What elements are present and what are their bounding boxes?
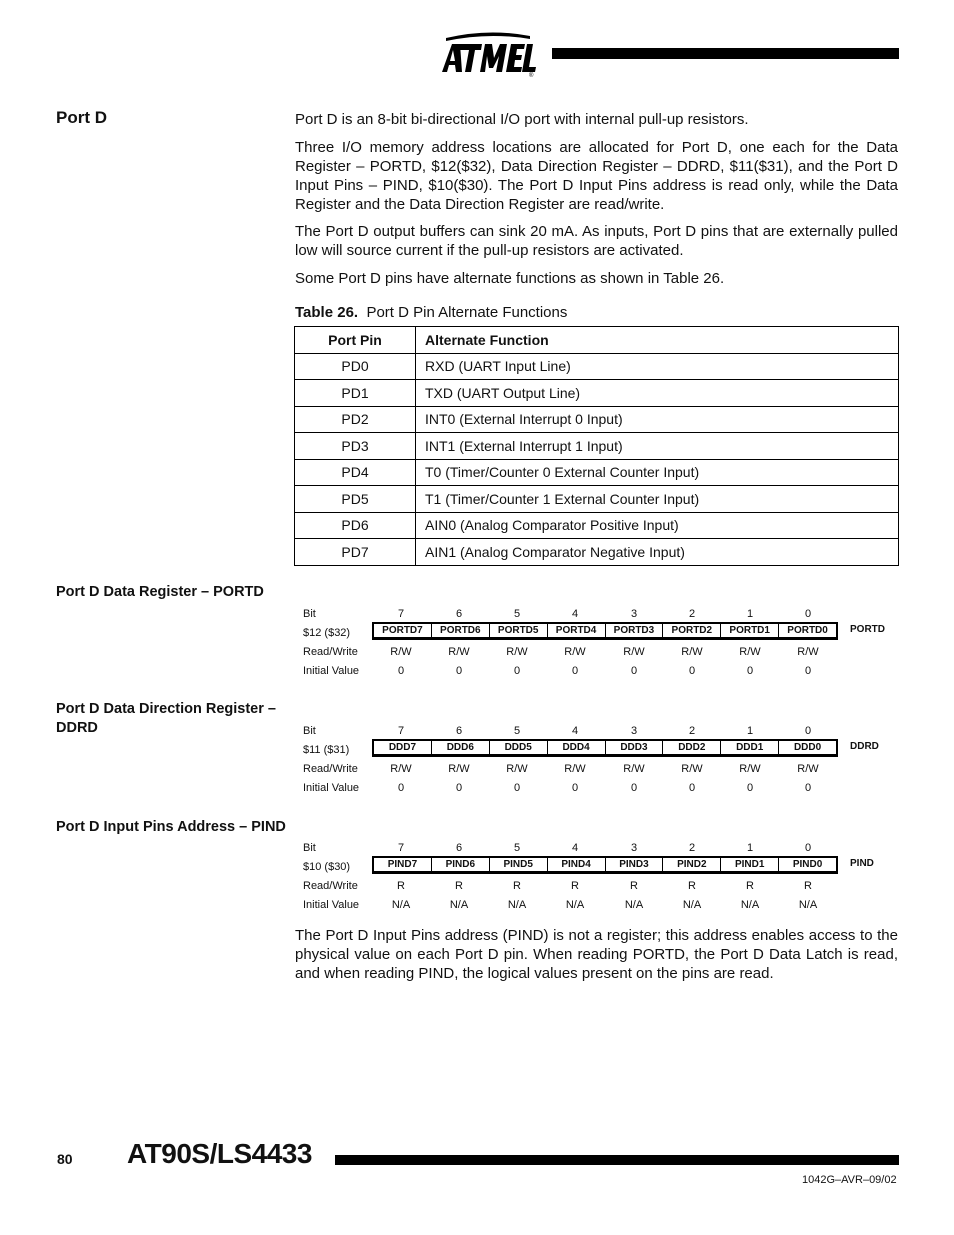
- bit-initial-value: 0: [455, 782, 463, 794]
- port-pin-cell: PD0: [295, 353, 416, 380]
- bit-number: 6: [455, 608, 463, 620]
- bit-field-name: DDD4: [548, 741, 606, 754]
- bit-access: R/W: [739, 763, 761, 775]
- svg-text:®: ®: [529, 73, 534, 78]
- register-name: PIND: [850, 858, 874, 869]
- bit-number: 0: [804, 608, 812, 620]
- bit-number: 3: [630, 725, 638, 737]
- bit-access: R: [804, 880, 812, 892]
- bit-initial-value: 0: [804, 782, 812, 794]
- initial-value-label: Initial Value: [303, 782, 360, 794]
- port-pin-cell: PD4: [295, 459, 416, 486]
- bit-initial-value: 0: [513, 665, 521, 677]
- bit-field-name: PORTD0: [787, 625, 828, 636]
- register-diagram-ddrd: [303, 725, 903, 805]
- bit-initial-value: 0: [397, 665, 405, 677]
- bit-field-name: DDD2: [663, 741, 721, 754]
- bit-field-name: DDD7: [374, 741, 432, 754]
- heading-pind-register: Port D Input Pins Address – PIND: [56, 819, 286, 835]
- table-row: [295, 433, 899, 460]
- function-cell: T0 (Timer/Counter 0 External Counter Input): [416, 459, 899, 486]
- bit-access: R/W: [448, 646, 470, 658]
- function-cell: INT0 (External Interrupt 0 Input): [416, 406, 899, 433]
- bit-number: 7: [397, 725, 405, 737]
- bit-access: R: [571, 880, 579, 892]
- bit-initial-value: 0: [513, 782, 521, 794]
- bit-access: R/W: [506, 763, 528, 775]
- atmel-logo: [438, 28, 538, 78]
- bit-number: 2: [688, 608, 696, 620]
- bit-number: 5: [513, 842, 521, 854]
- bit-initial-value: 0: [746, 665, 754, 677]
- bit-number: 5: [513, 608, 521, 620]
- read-write-label: Read/Write: [303, 763, 358, 775]
- bit-field-name: PORTD2: [663, 624, 721, 637]
- bit-field-name: PIND3: [606, 858, 664, 871]
- bit-field-name: PIND2: [663, 858, 721, 871]
- table-caption-text: Port D Pin Alternate Functions: [366, 304, 568, 321]
- bit-access: R/W: [797, 763, 819, 775]
- footer-rule: [335, 1155, 899, 1165]
- bit-number: 3: [630, 608, 638, 620]
- register-diagram-pind: [303, 842, 903, 922]
- port-pin-cell: PD6: [295, 512, 416, 539]
- bit-access: R/W: [506, 646, 528, 658]
- bit-field-name: DDD5: [490, 741, 548, 754]
- bit-access: R/W: [564, 646, 586, 658]
- table-row: [295, 353, 899, 380]
- bit-access: R: [513, 880, 521, 892]
- table-caption: [295, 304, 567, 321]
- bit-initial-value: N/A: [682, 899, 702, 911]
- bit-access: R/W: [564, 763, 586, 775]
- register-bit-fields: [372, 622, 838, 640]
- paragraph-1: Port D is an 8-bit bi-directional I/O port with internal pull-up resistors.: [295, 111, 749, 128]
- port-pin-cell: PD5: [295, 486, 416, 513]
- bit-number: 0: [804, 842, 812, 854]
- bit-field-name: PORTD3: [606, 624, 664, 637]
- bit-field-name: PIND4: [548, 858, 606, 871]
- bit-initial-value: N/A: [624, 899, 644, 911]
- bit-number: 1: [746, 608, 754, 620]
- alternate-functions-table: [294, 326, 899, 566]
- address-label: $11 ($31): [303, 744, 350, 756]
- closing-paragraph: The Port D Input Pins address (PIND) is not a register; this address enables access to the physical value on each Port D pin. When reading PORTD, the Port D Data Latch is read, and when reading PIND, the logical values present on the pins are read.: [295, 927, 898, 982]
- initial-value-label: Initial Value: [303, 899, 360, 911]
- bit-label: Bit: [303, 725, 316, 737]
- bit-initial-value: N/A: [391, 899, 411, 911]
- bit-label: Bit: [303, 608, 316, 620]
- bit-number: 1: [746, 842, 754, 854]
- bit-access: R/W: [739, 646, 761, 658]
- port-pin-cell: PD7: [295, 539, 416, 566]
- table-caption-number: Table 26.: [295, 304, 359, 321]
- table-row: [295, 486, 899, 513]
- table-row: [295, 512, 899, 539]
- bit-initial-value: 0: [746, 782, 754, 794]
- function-cell: AIN1 (Analog Comparator Negative Input): [416, 539, 899, 566]
- register-bit-fields: [372, 739, 838, 757]
- table-row: [295, 406, 899, 433]
- bit-access: R/W: [681, 763, 703, 775]
- bit-initial-value: 0: [630, 665, 638, 677]
- bit-number: 4: [571, 608, 579, 620]
- bit-access: R/W: [623, 763, 645, 775]
- header-alternate-function: Alternate Function: [416, 327, 899, 354]
- bit-access: R: [688, 880, 696, 892]
- bit-access: R: [397, 880, 405, 892]
- section-title: Port D: [56, 108, 107, 127]
- bit-number: 6: [455, 725, 463, 737]
- read-write-label: Read/Write: [303, 646, 358, 658]
- bit-initial-value: 0: [455, 665, 463, 677]
- register-bit-fields: [372, 856, 838, 874]
- bit-number: 6: [455, 842, 463, 854]
- bit-field-name: DDD3: [606, 741, 664, 754]
- bit-initial-value: 0: [630, 782, 638, 794]
- address-label: $10 ($30): [303, 861, 351, 873]
- read-write-label: Read/Write: [303, 880, 358, 892]
- bit-field-name: PORTD5: [490, 624, 548, 637]
- register-diagram-portd: [303, 608, 903, 688]
- bit-access: R: [455, 880, 463, 892]
- table-row: [295, 459, 899, 486]
- bit-initial-value: N/A: [740, 899, 760, 911]
- bit-initial-value: N/A: [798, 899, 818, 911]
- function-cell: INT1 (External Interrupt 1 Input): [416, 433, 899, 460]
- address-label: $12 ($32): [303, 627, 351, 639]
- bit-number: 0: [804, 725, 812, 737]
- bit-number: 4: [571, 842, 579, 854]
- bit-number: 7: [397, 608, 405, 620]
- paragraph-3: The Port D output buffers can sink 20 mA. As inputs, Port D pins that are externally pulled low will source current if the pull-up resistors are activated.: [295, 223, 898, 259]
- document-title: AT90S/LS4433: [127, 1138, 312, 1169]
- bit-initial-value: 0: [688, 782, 696, 794]
- function-cell: TXD (UART Output Line): [416, 380, 899, 407]
- paragraph-2: Three I/O memory address locations are allocated for Port D, one each for the Data Register – PORTD, $12($32), Data Direction Register – DDRD, $11($31), and the Port D Input Pins – PIND, $10($30). The Port D Input Pins address is read only, while the Data Register and the Data Direction Register are read/write.: [295, 139, 898, 213]
- initial-value-label: Initial Value: [303, 665, 360, 677]
- table-header-row: [295, 327, 899, 354]
- bit-number: 4: [571, 725, 579, 737]
- bit-access: R/W: [448, 763, 470, 775]
- heading-ddrd-register: Port D Data Direction Register – DDRD: [56, 701, 276, 736]
- page-number: 80: [57, 1151, 73, 1167]
- bit-initial-value: 0: [571, 782, 579, 794]
- bit-number: 2: [688, 842, 696, 854]
- bit-number: 7: [397, 842, 405, 854]
- bit-initial-value: N/A: [449, 899, 469, 911]
- bit-access: R/W: [390, 763, 412, 775]
- bit-initial-value: 0: [688, 665, 696, 677]
- function-cell: T1 (Timer/Counter 1 External Counter Input): [416, 486, 899, 513]
- bit-number: 1: [746, 725, 754, 737]
- bit-field-name: PIND6: [432, 858, 490, 871]
- bit-field-name: PIND1: [721, 858, 779, 871]
- function-cell: AIN0 (Analog Comparator Positive Input): [416, 512, 899, 539]
- heading-portd-register: Port D Data Register – PORTD: [56, 584, 264, 600]
- function-cell: RXD (UART Input Line): [416, 353, 899, 380]
- port-pin-cell: PD3: [295, 433, 416, 460]
- bit-initial-value: 0: [571, 665, 579, 677]
- header-port-pin: Port Pin: [295, 327, 416, 354]
- bit-initial-value: N/A: [565, 899, 585, 911]
- document-id: 1042G–AVR–09/02: [802, 1174, 897, 1186]
- bit-field-name: PIND5: [490, 858, 548, 871]
- bit-access: R/W: [623, 646, 645, 658]
- register-name: DDRD: [850, 741, 879, 752]
- bit-access: R/W: [681, 646, 703, 658]
- bit-initial-value: N/A: [507, 899, 527, 911]
- bit-field-name: PORTD4: [548, 624, 606, 637]
- bit-access: R/W: [390, 646, 412, 658]
- bit-access: R: [746, 880, 754, 892]
- bit-field-name: PIND0: [792, 859, 823, 870]
- bit-field-name: DDD6: [432, 741, 490, 754]
- header-rule: [552, 48, 899, 59]
- bit-access: R/W: [797, 646, 819, 658]
- bit-field-name: PORTD1: [721, 624, 779, 637]
- table-row: [295, 380, 899, 407]
- bit-field-name: PIND7: [374, 858, 432, 871]
- bit-number: 5: [513, 725, 521, 737]
- bit-initial-value: 0: [397, 782, 405, 794]
- bit-field-name: DDD0: [793, 742, 822, 753]
- bit-number: 2: [688, 725, 696, 737]
- bit-field-name: PORTD6: [432, 624, 490, 637]
- bit-label: Bit: [303, 842, 316, 854]
- bit-initial-value: 0: [804, 665, 812, 677]
- register-name: PORTD: [850, 624, 885, 635]
- bit-field-name: DDD1: [721, 741, 779, 754]
- bit-number: 3: [630, 842, 638, 854]
- bit-field-name: PORTD7: [374, 624, 432, 637]
- port-pin-cell: PD1: [295, 380, 416, 407]
- table-row: [295, 539, 899, 566]
- port-pin-cell: PD2: [295, 406, 416, 433]
- bit-access: R: [630, 880, 638, 892]
- paragraph-4: Some Port D pins have alternate functions as shown in Table 26.: [295, 270, 725, 287]
